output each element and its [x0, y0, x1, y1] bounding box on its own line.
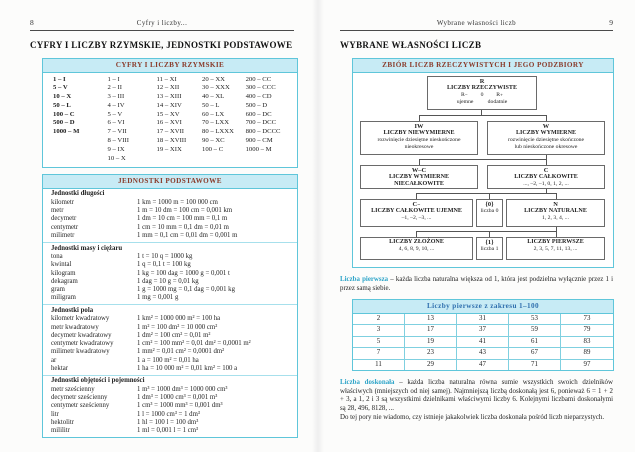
- prime-value: 13: [405, 314, 457, 325]
- box-symbol: W–C: [411, 166, 427, 174]
- box-natural-numbers: [506, 199, 605, 227]
- unit-formula: 1 hl = 100 l = 100 dm³: [137, 418, 199, 426]
- primes-table-header: Liczby pierwsze z zakresu 1–100: [353, 300, 613, 314]
- unit-name: hektolitr: [51, 418, 75, 426]
- box-symbol: C₋: [412, 200, 421, 208]
- right-running-title: Wybrane własności liczb: [436, 19, 517, 27]
- right-running-header: [340, 18, 613, 31]
- unit-name: decymetr: [51, 215, 77, 223]
- connector: [416, 193, 557, 194]
- roman-table-body: [43, 73, 297, 168]
- units-row: [51, 427, 291, 435]
- box-note: –1, –2, –3, ...: [401, 215, 432, 222]
- roman-entry: 16 – XVI: [156, 119, 182, 127]
- roman-entry: 10 – X: [107, 154, 126, 162]
- unit-name: centymetr kwadratowy: [51, 340, 114, 348]
- left-running-header: [30, 18, 294, 31]
- primes-row: [353, 360, 613, 370]
- unit-name: centymetr: [51, 223, 79, 231]
- unit-formula: 1 km² = 1000 000 m² = 100 ha: [137, 315, 221, 323]
- roman-entry: 1 – I: [53, 75, 66, 83]
- box-title: NIECAŁKOWITE: [394, 181, 444, 188]
- roman-entry: 1 – I: [107, 75, 120, 83]
- units-row: [51, 411, 291, 419]
- units-row: [51, 386, 291, 394]
- roman-entry: 3 – III: [107, 93, 125, 101]
- box-one: [476, 237, 503, 260]
- units-section-title: Jednostki pola: [51, 306, 94, 314]
- primes-row: [353, 325, 613, 336]
- box-note: ..., –2, –1, 0, 1, 2, ...: [523, 181, 569, 188]
- unit-formula: 1 cm = 10 mm = 0,1 dm = 0,01 m: [137, 223, 229, 231]
- prime-value: 73: [561, 314, 613, 325]
- box-composite-numbers: [360, 237, 473, 260]
- roman-entry: 1000 – M: [245, 145, 272, 153]
- roman-entry: 200 – CC: [245, 75, 272, 83]
- roman-entry: 19 – XIX: [156, 145, 182, 153]
- prime-value: 2: [353, 314, 405, 325]
- primes-table: [352, 299, 614, 371]
- units-table-header: JEDNOSTKI PODSTAWOWE: [43, 175, 297, 189]
- unit-name: hektar: [51, 364, 68, 372]
- units-row: [51, 261, 291, 269]
- prime-value: 17: [405, 325, 457, 336]
- unit-formula: 1 dm³ = 1000 cm³ = 0,001 m³: [137, 394, 218, 402]
- diagram-header: ZBIÓR LICZB RZECZYWISTYCH I JEGO PODZBIORY: [353, 59, 613, 73]
- perfect-definition-text: – każda liczba naturalna równa sumie wszystkich swoich dzielników właściwych (mniejszych od niej samej). Najmniejszą liczbą doskonałą jest 6, ponieważ 6 = 1 + 2 + 3, a 1, 2 i 3 są wszystkimi dzielnikami właściwymi liczby 6. Kolejnymi liczbami doskonałymi są 28, 496, 8128, ...: [340, 378, 613, 413]
- box-symbol: W: [542, 122, 550, 130]
- box-symbol: {1}: [485, 238, 494, 246]
- unit-formula: 1 ha = 10 000 m² = 0,01 km² = 100 a: [137, 364, 238, 372]
- units-row: [51, 324, 291, 332]
- unit-name: kilometr kwadratowy: [51, 315, 110, 323]
- units-row: [51, 278, 291, 286]
- primes-row: [353, 348, 613, 359]
- unit-name: metr: [51, 207, 64, 215]
- roman-entry: 1000 – M: [53, 128, 80, 136]
- box-note: liczba 1: [480, 245, 499, 252]
- roman-entry: 500 – D: [245, 101, 268, 109]
- prime-value: 89: [561, 348, 613, 359]
- perfect-number-definition: [340, 379, 613, 414]
- unit-name: metr sześcienny: [51, 386, 95, 393]
- roman-entry: 100 – C: [201, 145, 224, 153]
- roman-entry: 7 – VII: [107, 128, 127, 136]
- units-section-title: Jednostki objętości i pojemności: [51, 377, 145, 385]
- roman-column: [157, 76, 202, 164]
- roman-entry: 5 – V: [53, 84, 68, 92]
- unit-formula: 1 mm² = 0,01 cm² = 0,0001 dm²: [137, 348, 225, 356]
- units-table-body: [43, 189, 297, 437]
- prime-value: 29: [405, 360, 457, 370]
- box-negative-integers: [360, 199, 473, 227]
- box-note: ujemne dodatnie: [456, 98, 508, 105]
- unit-formula: 1 kg = 100 dag = 1000 g = 0,001 t: [137, 269, 230, 277]
- units-row: [51, 232, 291, 240]
- box-note: 4, 6, 8, 9, 10, ...: [398, 245, 435, 252]
- box-symbol: C: [543, 166, 549, 174]
- roman-entry: 5 – V: [107, 110, 123, 118]
- roman-entry: 700 – DCC: [245, 119, 277, 127]
- prime-definition-term: Liczba pierwsza: [340, 276, 389, 283]
- roman-column: [108, 76, 157, 164]
- diagram-area: [353, 73, 613, 264]
- roman-entry: 70 – LXX: [201, 119, 230, 127]
- prime-value: 97: [583, 360, 591, 368]
- units-row: [51, 365, 291, 373]
- unit-name: milimetr kwadratowy: [51, 348, 110, 356]
- roman-entry: 20 – XX: [201, 75, 226, 83]
- units-section: [43, 189, 297, 242]
- units-row: [51, 207, 291, 215]
- roman-entry: 60 – LX: [201, 110, 225, 118]
- unit-formula: 1 a = 100 m² = 0,01 ha: [137, 356, 199, 364]
- unit-formula: 1 m² = 100 dm² = 10 000 cm²: [137, 323, 218, 331]
- perfect-definition-text2: Do tej pory nie wiadomo, czy istnieje jakakolwiek liczba doskonała pośród liczb nieparzystych.: [340, 413, 605, 421]
- unit-name: kilometr: [51, 199, 75, 207]
- unit-name: dekagram: [51, 277, 78, 285]
- prime-value: 59: [509, 325, 561, 336]
- connector: [419, 159, 547, 160]
- units-row: [51, 215, 291, 223]
- box-title: LICZBY ZŁOŻONE: [389, 238, 444, 245]
- roman-entry: 10 – X: [53, 93, 72, 101]
- right-page-number: 9: [609, 18, 613, 27]
- unit-formula: 1 km = 1000 m = 100 000 cm: [137, 199, 218, 207]
- units-row: [51, 270, 291, 278]
- roman-entry: 17 – XVII: [156, 128, 185, 136]
- connector: [416, 231, 557, 232]
- units-row: [51, 357, 291, 365]
- units-row: [51, 294, 291, 302]
- roman-entry: 90 – XC: [201, 137, 225, 145]
- roman-entry: 12 – XII: [156, 84, 180, 92]
- box-real-numbers: [427, 76, 537, 110]
- roman-entry: 100 – C: [53, 110, 75, 118]
- prime-value: 41: [457, 337, 509, 348]
- prime-value: 11: [353, 360, 405, 370]
- units-row: [51, 286, 291, 294]
- roman-entry: 900 – CM: [245, 137, 273, 145]
- left-running-title: Cyfry i liczby...: [136, 19, 188, 27]
- connector: [419, 115, 547, 116]
- left-page-number: 8: [30, 18, 34, 27]
- box-note: nieokresowe: [404, 143, 434, 150]
- roman-entry: 300 – CCC: [245, 84, 276, 92]
- unit-formula: 1 t = 10 q = 1000 kg: [137, 253, 193, 261]
- roman-entry: 6 – VI: [107, 119, 125, 127]
- units-section: [43, 242, 297, 304]
- unit-name: tona: [51, 253, 63, 261]
- prime-value: 19: [405, 337, 457, 348]
- box-symbol: R: [479, 77, 485, 85]
- unit-formula: 1 cm³ = 1000 mm³ = 0,001 dm³: [137, 402, 223, 410]
- roman-entry: 800 – DCCC: [245, 128, 281, 136]
- unit-name: mililitr: [51, 427, 70, 435]
- prime-value: 7: [353, 348, 405, 359]
- units-row: [51, 315, 291, 323]
- units-row: [51, 348, 291, 356]
- roman-entry: 40 – XL: [201, 93, 225, 101]
- box-rational-noninteger: [360, 165, 478, 189]
- roman-entry: 400 – CD: [245, 93, 272, 101]
- right-page-title: WYBRANE WŁASNOŚCI LICZB: [340, 40, 482, 50]
- box-title: LICZBY PIERWSZE: [527, 238, 584, 245]
- unit-formula: 1 cm² = 100 mm² = 0,01 dm² = 0,0001 m²: [137, 340, 251, 348]
- roman-entry: 50 – L: [201, 101, 220, 109]
- box-zero: [476, 199, 503, 227]
- roman-entry: 30 – XXX: [201, 84, 230, 92]
- roman-entry: 18 – XVIII: [156, 137, 187, 145]
- box-title: LICZBY CAŁKOWITE: [514, 173, 578, 180]
- unit-name: decymetr kwadratowy: [51, 331, 112, 339]
- box-note: R₋ 0 R₊: [460, 92, 504, 99]
- box-symbol: IW: [414, 122, 424, 130]
- number-sets-diagram: [352, 58, 614, 268]
- box-note: liczba 0: [480, 207, 499, 214]
- box-title: LICZBY CAŁKOWITE UJEMNE: [371, 207, 462, 214]
- unit-formula: 1 dag = 10 g = 0,01 kg: [137, 277, 199, 285]
- units-row: [51, 402, 291, 410]
- unit-name: kwintal: [51, 261, 72, 269]
- units-section: [43, 304, 297, 375]
- units-row: [51, 199, 291, 207]
- units-row: [51, 419, 291, 427]
- units-section-title: Jednostki długości: [51, 190, 105, 198]
- unit-name: centymetr sześcienny: [51, 402, 110, 410]
- roman-entry: 50 – L: [53, 101, 71, 109]
- right-page: [318, 0, 635, 452]
- left-page-title: CYFRY I LICZBY RZYMSKIE, JEDNOSTKI PODSTAWOWE: [30, 40, 293, 50]
- roman-column: [246, 76, 291, 164]
- prime-value: 43: [457, 348, 509, 359]
- box-integers: [487, 165, 605, 189]
- prime-value: 79: [561, 325, 613, 336]
- box-note: 2, 3, 5, 7, 11, 13, ...: [533, 245, 578, 252]
- unit-formula: 1 dm = 10 cm = 100 mm = 0,1 m: [137, 215, 228, 223]
- box-note: rozwinięcie dziesiętne skończone: [507, 137, 585, 144]
- roman-table-header: CYFRY I LICZBY RZYMSKIE: [43, 59, 297, 73]
- box-symbol: N: [553, 200, 558, 208]
- box-irrational-numbers: [360, 121, 478, 155]
- units-row: [51, 332, 291, 340]
- prime-value: 53: [509, 314, 561, 325]
- unit-name: ar: [51, 356, 57, 364]
- prime-definition: [340, 276, 613, 293]
- units-row: [51, 340, 291, 348]
- box-title: LICZBY RZECZYWISTE: [446, 84, 518, 91]
- box-prime-numbers: [506, 237, 605, 260]
- box-note: 1, 2, 3, 4, ...: [541, 215, 569, 222]
- prime-value: 67: [509, 348, 561, 359]
- prime-value: 61: [509, 337, 561, 348]
- primes-row: [353, 337, 613, 348]
- units-row: [51, 253, 291, 261]
- roman-entry: 15 – XV: [156, 110, 180, 118]
- prime-value: 71: [509, 360, 561, 370]
- unit-name: miligram: [51, 294, 76, 302]
- basic-units-table: [42, 174, 298, 438]
- unit-name: gram: [51, 285, 65, 293]
- box-title: LICZBY NATURALNE: [524, 207, 587, 214]
- units-section-title: Jednostki masy i ciężaru: [51, 244, 123, 252]
- unit-formula: 1 m = 10 dm = 100 cm = 0,001 km: [137, 207, 233, 215]
- roman-entry: 2 – II: [107, 84, 122, 92]
- box-note: lub nieskończone okresowe: [514, 143, 578, 150]
- unit-name: decymetr sześcienny: [51, 394, 108, 402]
- roman-entry: 14 – XIV: [156, 101, 182, 109]
- box-title: LICZBY WYMIERNE: [388, 173, 450, 180]
- roman-entry: 8 – VIII: [107, 137, 129, 145]
- box-title: LICZBY WYMIERNE: [515, 129, 577, 136]
- units-row: [51, 394, 291, 402]
- unit-formula: 1 l = 1000 cm³ = 1 dm³: [137, 410, 200, 418]
- prime-value: 23: [405, 348, 457, 359]
- unit-name: kilogram: [51, 269, 76, 277]
- units-section: [43, 375, 297, 437]
- roman-entry: 80 – LXXX: [201, 128, 234, 136]
- roman-column: [202, 76, 246, 164]
- units-row: [51, 224, 291, 232]
- box-note: rozwinięcie dziesiętne nieskończone: [377, 137, 461, 144]
- roman-column: [53, 76, 108, 164]
- unit-name: milimetr: [51, 231, 75, 239]
- roman-numerals-table: [42, 58, 298, 168]
- unit-formula: 1 q = 0,1 t = 100 kg: [137, 261, 191, 269]
- prime-value: 37: [457, 325, 509, 336]
- prime-value: 31: [457, 314, 509, 325]
- box-symbol: {0}: [485, 200, 494, 208]
- prime-value: 5: [353, 337, 405, 348]
- box-rational-numbers: [487, 121, 605, 155]
- box-title: LICZBY NIEWYMIERNE: [383, 129, 455, 136]
- perfect-number-note: [340, 414, 613, 423]
- unit-formula: 1 g = 1000 mg = 0,1 dag = 0,001 kg: [137, 285, 235, 293]
- roman-entry: 4 – IV: [107, 101, 125, 109]
- unit-formula: 1 mg = 0,001 g: [137, 294, 179, 302]
- primes-row: [353, 314, 613, 325]
- roman-entry: 500 – D: [53, 119, 75, 127]
- unit-name: litr: [51, 410, 59, 418]
- prime-value: 3: [353, 325, 405, 336]
- unit-formula: 1 dm² = 100 cm² = 0,01 m²: [137, 331, 211, 339]
- roman-entry: 11 – XI: [156, 75, 177, 83]
- prime-value: 47: [457, 360, 509, 370]
- roman-entry: 600 – DC: [245, 110, 272, 118]
- prime-definition-text: – każda liczba naturalna większa od 1, która jest podzielna wyłącznie przez 1 i przez samą siebie.: [340, 276, 614, 292]
- unit-formula: 1 mm = 0,1 cm = 0,01 dm = 0,001 m: [137, 231, 238, 239]
- roman-entry: 9 – IX: [107, 145, 125, 153]
- primes-table-body: [353, 314, 613, 370]
- perfect-definition-term: Liczba doskonała: [340, 378, 395, 386]
- prime-value: 83: [561, 337, 613, 348]
- unit-formula: 1 ml = 0,001 l = 1 cm³: [137, 427, 199, 435]
- unit-formula: 1 m³ = 1000 dm³ = 1000 000 cm³: [137, 386, 228, 393]
- roman-entry: 13 – XIII: [156, 93, 182, 101]
- unit-name: metr kwadratowy: [51, 323, 99, 331]
